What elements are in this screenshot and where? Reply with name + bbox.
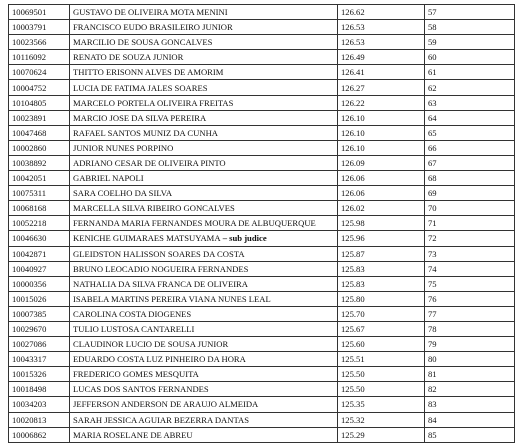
rank-cell: 69 (425, 186, 515, 201)
registration-number-cell: 10015026 (9, 291, 70, 306)
table-row (9, 155, 515, 170)
rank-cell: 84 (425, 412, 515, 427)
rank-cell: 70 (425, 201, 515, 216)
registration-number-cell: 10047468 (9, 125, 70, 140)
table-row (9, 80, 515, 95)
registration-number-cell: 10038892 (9, 155, 70, 170)
table-row (9, 50, 515, 65)
rank-cell: 66 (425, 140, 515, 155)
score-cell: 126.53 (338, 35, 425, 50)
results-table-body (9, 5, 515, 443)
score-cell: 125.60 (338, 337, 425, 352)
candidate-name-cell (70, 246, 338, 261)
score-cell: 125.35 (338, 397, 425, 412)
rank-cell: 75 (425, 276, 515, 291)
score-cell: 125.50 (338, 382, 425, 397)
rank-cell: 73 (425, 246, 515, 261)
candidate-name-cell (70, 65, 338, 80)
table-row (9, 20, 515, 35)
candidate-name: RAFAEL SANTOS MUNIZ DA CUNHA (73, 127, 218, 138)
registration-number-cell: 10069501 (9, 5, 70, 20)
table-row (9, 186, 515, 201)
candidate-name-cell (70, 155, 338, 170)
rank-cell: 71 (425, 216, 515, 231)
score-cell: 126.06 (338, 171, 425, 186)
candidate-name: JEFFERSON ANDERSON DE ARAUJO ALMEIDA (73, 399, 259, 410)
score-cell: 126.10 (338, 140, 425, 155)
rank-cell: 67 (425, 155, 515, 170)
score-cell: 126.10 (338, 125, 425, 140)
score-cell: 126.49 (338, 50, 425, 65)
registration-number-cell: 10104805 (9, 95, 70, 110)
table-row (9, 140, 515, 155)
score-cell: 125.83 (338, 276, 425, 291)
candidate-name: MARCELLA SILVA RIBEIRO GONCALVES (73, 203, 235, 214)
registration-number-cell: 10023566 (9, 35, 70, 50)
rank-cell: 61 (425, 65, 515, 80)
rank-cell: 63 (425, 95, 515, 110)
rank-cell: 78 (425, 321, 515, 336)
candidate-name-cell (70, 5, 338, 20)
score-cell: 125.67 (338, 321, 425, 336)
candidate-name: FREDERICO GOMES MESQUITA (73, 369, 199, 380)
sub-judice-note: – sub judice (220, 233, 267, 244)
score-cell: 126.41 (338, 65, 425, 80)
candidate-name: TULIO LUSTOSA CANTARELLI (73, 324, 195, 335)
table-row (9, 321, 515, 336)
candidate-name-cell (70, 231, 338, 246)
registration-number-cell: 10068168 (9, 201, 70, 216)
candidate-name: LUCIA DE FATIMA JALES SOARES (73, 82, 208, 93)
candidate-name: MARCELO PORTELA OLIVEIRA FREITAS (73, 97, 234, 108)
table-row (9, 231, 515, 246)
candidate-name: NATHALIA DA SILVA FRANCA DE OLIVEIRA (73, 278, 248, 289)
score-cell: 125.32 (338, 412, 425, 427)
candidate-name-cell (70, 20, 338, 35)
rank-cell: 82 (425, 382, 515, 397)
score-cell: 126.62 (338, 5, 425, 20)
candidate-name: LUCAS DOS SANTOS FERNANDES (73, 384, 209, 395)
registration-number-cell: 10018498 (9, 382, 70, 397)
score-cell: 125.98 (338, 216, 425, 231)
candidate-name-cell (70, 321, 338, 336)
table-row (9, 171, 515, 186)
rank-cell: 77 (425, 306, 515, 321)
table-row (9, 291, 515, 306)
registration-number-cell: 10023891 (9, 110, 70, 125)
table-row (9, 110, 515, 125)
candidate-name: ISABELA MARTINS PEREIRA VIANA NUNES LEAL (73, 293, 271, 304)
candidate-name: CLAUDINOR LUCIO DE SOUSA JUNIOR (73, 339, 229, 350)
results-table (8, 4, 515, 443)
rank-cell: 80 (425, 352, 515, 367)
score-cell: 126.27 (338, 80, 425, 95)
table-row (9, 95, 515, 110)
candidate-name-cell (70, 140, 338, 155)
rank-cell: 68 (425, 171, 515, 186)
score-cell: 126.02 (338, 201, 425, 216)
candidate-name: GABRIEL NAPOLI (73, 173, 144, 184)
score-cell: 126.09 (338, 155, 425, 170)
candidate-name-cell (70, 397, 338, 412)
table-row (9, 382, 515, 397)
registration-number-cell: 10029670 (9, 321, 70, 336)
candidate-name-cell (70, 276, 338, 291)
table-row (9, 65, 515, 80)
candidate-name-cell (70, 35, 338, 50)
registration-number-cell: 10020813 (9, 412, 70, 427)
registration-number-cell: 10043317 (9, 352, 70, 367)
score-cell: 126.06 (338, 186, 425, 201)
rank-cell: 72 (425, 231, 515, 246)
score-cell: 125.96 (338, 231, 425, 246)
score-cell: 125.51 (338, 352, 425, 367)
candidate-name: GUSTAVO DE OLIVEIRA MOTA MENINI (73, 7, 228, 18)
table-row (9, 35, 515, 50)
candidate-name-cell (70, 427, 338, 442)
candidate-name-cell (70, 352, 338, 367)
candidate-name: MARIA ROSELANE DE ABREU (73, 429, 193, 440)
candidate-name-cell (70, 110, 338, 125)
score-cell: 125.87 (338, 246, 425, 261)
registration-number-cell: 10070624 (9, 65, 70, 80)
candidate-name: GLEIDSTON HALISSON SOARES DA COSTA (73, 248, 245, 259)
candidate-name: ADRIANO CESAR DE OLIVEIRA PINTO (73, 157, 226, 168)
registration-number-cell: 10003791 (9, 20, 70, 35)
registration-number-cell: 10007385 (9, 306, 70, 321)
candidate-name-cell (70, 337, 338, 352)
candidate-name-cell (70, 306, 338, 321)
table-row (9, 201, 515, 216)
rank-cell: 81 (425, 367, 515, 382)
registration-number-cell: 10004752 (9, 80, 70, 95)
rank-cell: 58 (425, 20, 515, 35)
candidate-name-cell (70, 186, 338, 201)
candidate-name: JUNIOR NUNES PORPINO (73, 142, 174, 153)
score-cell: 125.29 (338, 427, 425, 442)
table-row (9, 216, 515, 231)
rank-cell: 74 (425, 261, 515, 276)
table-row (9, 246, 515, 261)
candidate-name-cell (70, 50, 338, 65)
score-cell: 125.80 (338, 291, 425, 306)
candidate-name-cell (70, 216, 338, 231)
table-row (9, 306, 515, 321)
rank-cell: 83 (425, 397, 515, 412)
rank-cell: 64 (425, 110, 515, 125)
candidate-name: MARCILIO DE SOUSA GONCALVES (73, 37, 213, 48)
candidate-name: MARCIO JOSE DA SILVA PEREIRA (73, 112, 207, 123)
rank-cell: 85 (425, 427, 515, 442)
rank-cell: 79 (425, 337, 515, 352)
candidate-name-cell (70, 412, 338, 427)
rank-cell: 60 (425, 50, 515, 65)
rank-cell: 76 (425, 291, 515, 306)
candidate-name: RENATO DE SOUZA JUNIOR (73, 52, 184, 63)
registration-number-cell: 10027086 (9, 337, 70, 352)
candidate-name-cell (70, 367, 338, 382)
candidate-name: FERNANDA MARIA FERNANDES MOURA DE ALBUQUERQUE (73, 218, 316, 229)
score-cell: 126.22 (338, 95, 425, 110)
registration-number-cell: 10046630 (9, 231, 70, 246)
registration-number-cell: 10006862 (9, 427, 70, 442)
candidate-name-cell (70, 201, 338, 216)
candidate-name: SARAH JESSICA AGUIAR BEZERRA DANTAS (73, 414, 249, 425)
table-row (9, 412, 515, 427)
registration-number-cell: 10042871 (9, 246, 70, 261)
table-row (9, 5, 515, 20)
registration-number-cell: 10075311 (9, 186, 70, 201)
table-row (9, 427, 515, 442)
table-row (9, 367, 515, 382)
registration-number-cell: 10000356 (9, 276, 70, 291)
table-row (9, 276, 515, 291)
table-row (9, 337, 515, 352)
registration-number-cell: 10002860 (9, 140, 70, 155)
rank-cell: 65 (425, 125, 515, 140)
score-cell: 125.50 (338, 367, 425, 382)
candidate-name-cell (70, 125, 338, 140)
registration-number-cell: 10040927 (9, 261, 70, 276)
rank-cell: 57 (425, 5, 515, 20)
candidate-name-cell (70, 382, 338, 397)
table-row (9, 397, 515, 412)
candidate-name-cell (70, 80, 338, 95)
candidate-name: FRANCISCO EUDO BRASILEIRO JUNIOR (73, 22, 233, 33)
candidate-name: EDUARDO COSTA LUZ PINHEIRO DA HORA (73, 354, 246, 365)
registration-number-cell: 10015326 (9, 367, 70, 382)
table-row (9, 352, 515, 367)
score-cell: 126.53 (338, 20, 425, 35)
registration-number-cell: 10052218 (9, 216, 70, 231)
score-cell: 126.10 (338, 110, 425, 125)
candidate-name: SARA COELHO DA SILVA (73, 188, 173, 199)
rank-cell: 62 (425, 80, 515, 95)
candidate-name-cell (70, 261, 338, 276)
candidate-name: KENICHE GUIMARAES MATSUYAMA (73, 233, 221, 244)
table-row (9, 261, 515, 276)
table-row (9, 125, 515, 140)
score-cell: 125.83 (338, 261, 425, 276)
score-cell: 125.70 (338, 306, 425, 321)
registration-number-cell: 10116092 (9, 50, 70, 65)
registration-number-cell: 10042051 (9, 171, 70, 186)
candidate-name: CAROLINA COSTA DIOGENES (73, 308, 192, 319)
candidate-name-cell (70, 171, 338, 186)
registration-number-cell: 10034203 (9, 397, 70, 412)
candidate-name-cell (70, 291, 338, 306)
candidate-name-cell (70, 95, 338, 110)
candidate-name: BRUNO LEOCADIO NOGUEIRA FERNANDES (73, 263, 249, 274)
candidate-name: THITTO ERISONN ALVES DE AMORIM (73, 67, 224, 78)
rank-cell: 59 (425, 35, 515, 50)
